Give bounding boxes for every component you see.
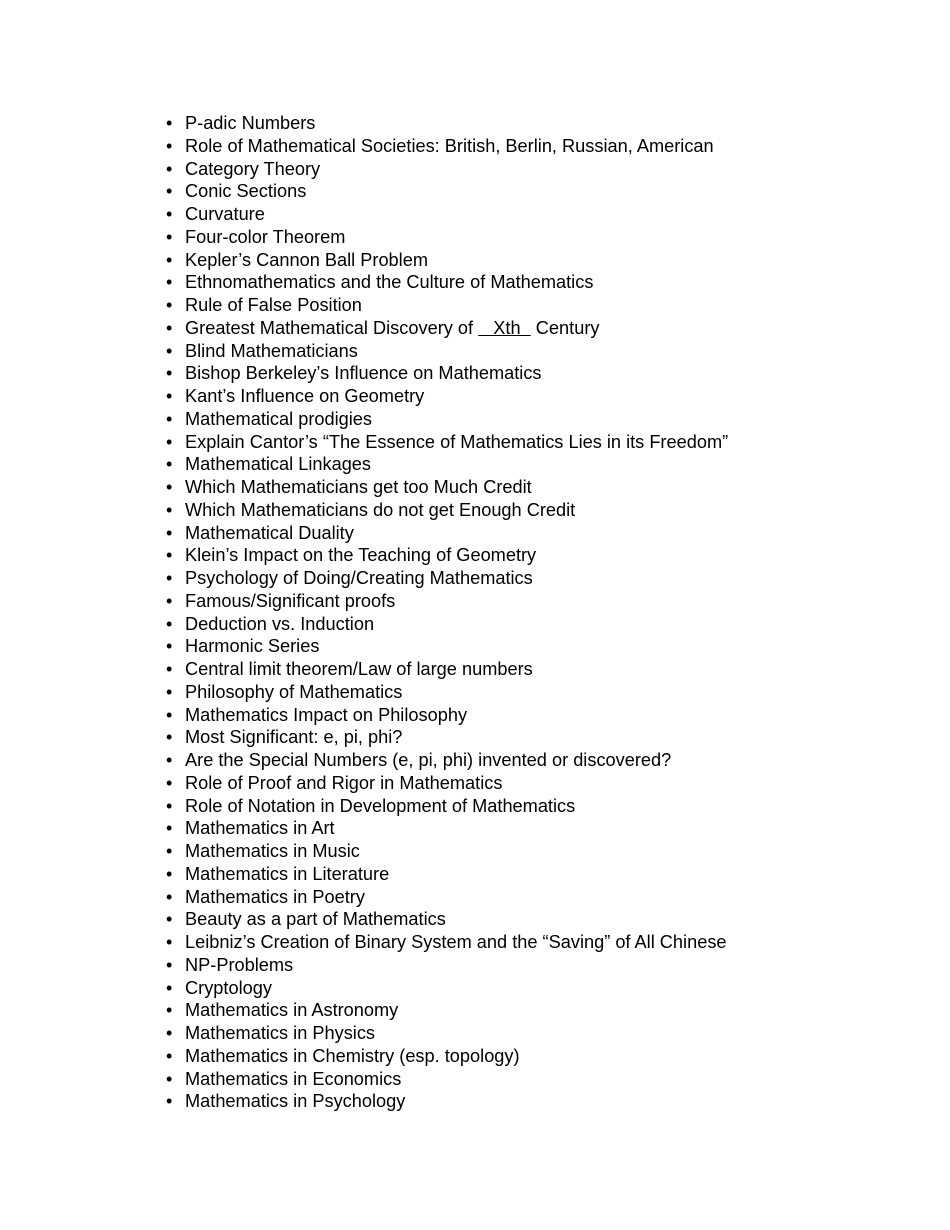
- list-item-text: Cryptology: [185, 977, 272, 998]
- list-item: [165, 499, 728, 522]
- list-item: [165, 158, 728, 181]
- list-item-text: Role of Notation in Development of Mathematics: [185, 795, 576, 816]
- bullet-icon: •: [166, 226, 173, 247]
- bullet-icon: •: [166, 932, 173, 952]
- bullet-icon: •: [166, 818, 173, 839]
- bullet-icon: •: [166, 317, 173, 338]
- list-item-text: Deduction vs. Induction: [185, 613, 375, 634]
- bullet-icon: •: [166, 204, 173, 224]
- bullet-icon: •: [166, 249, 173, 270]
- list-item: [165, 795, 728, 818]
- bullet-icon: •: [166, 1091, 173, 1112]
- list-item: [165, 749, 728, 772]
- bullet-icon: •: [166, 727, 173, 748]
- list-item-text: Mathematical prodigies: [185, 408, 373, 429]
- list-item-text: Curvature: [185, 204, 265, 224]
- list-item-text: Harmonic Series: [185, 636, 320, 657]
- list-item: [165, 772, 728, 795]
- list-item-text: Kant’s Influence on Geometry: [185, 386, 425, 406]
- bullet-icon: •: [166, 681, 173, 702]
- bullet-icon: •: [166, 1045, 173, 1066]
- list-item-text: Are the Special Numbers (e, pi, phi) invented or discovered?: [185, 750, 672, 770]
- bullet-icon: •: [166, 841, 173, 861]
- list-item-text: Four-color Theorem: [185, 226, 346, 247]
- list-item-text: Explain Cantor’s “The Essence of Mathematics Lies in its Freedom”: [185, 431, 729, 452]
- list-item-text: Psychology of Doing/Creating Mathematics: [185, 568, 533, 588]
- bullet-icon: •: [166, 545, 173, 566]
- list-item: [165, 567, 728, 590]
- list-item-text: Blind Mathematicians: [185, 340, 358, 361]
- list-item-text: Role of Proof and Rigor in Mathematics: [185, 772, 503, 793]
- bullet-icon: •: [166, 135, 173, 156]
- bullet-icon: •: [166, 613, 173, 634]
- list-item-text: Which Mathematicians do not get Enough Credit: [185, 499, 576, 520]
- list-item: [165, 226, 728, 249]
- bullet-icon: •: [166, 158, 173, 179]
- list-item-text: Bishop Berkeley’s Influence on Mathematics: [185, 363, 542, 384]
- list-item: [165, 954, 728, 977]
- list-item: [165, 658, 728, 681]
- list-item-text: Kepler’s Cannon Ball Problem: [185, 249, 428, 270]
- bullet-icon: •: [166, 181, 173, 202]
- list-item: [165, 249, 728, 272]
- list-item-text: Category Theory: [185, 158, 321, 179]
- list-item: [165, 135, 728, 158]
- bullet-icon: •: [166, 977, 173, 998]
- bullet-icon: •: [166, 454, 173, 475]
- bullet-icon: •: [166, 795, 173, 816]
- list-item: [165, 1022, 728, 1045]
- list-item-text: NP-Problems: [185, 954, 294, 975]
- topic-list: [165, 112, 728, 1113]
- bullet-icon: •: [166, 659, 173, 679]
- list-item-text: Mathematics in Chemistry (esp. topology): [185, 1045, 520, 1066]
- bullet-icon: •: [166, 636, 173, 657]
- list-item: [165, 431, 728, 454]
- bullet-icon: •: [166, 1000, 173, 1021]
- bullet-icon: •: [166, 272, 173, 293]
- bullet-icon: •: [166, 340, 173, 361]
- list-item: [165, 340, 728, 363]
- list-item: [165, 271, 728, 294]
- bullet-icon: •: [166, 590, 173, 611]
- list-item-text: Mathematics in Economics: [185, 1068, 402, 1089]
- bullet-icon: •: [166, 408, 173, 429]
- list-item-text: Rule of False Position: [185, 295, 362, 315]
- list-item: [165, 385, 728, 408]
- century-suffix: Century: [535, 317, 600, 338]
- list-item-text: Philosophy of Mathematics: [185, 681, 403, 702]
- list-item-text: Mathematics in Literature: [185, 863, 390, 884]
- bullet-icon: •: [166, 431, 173, 452]
- list-item-text: Mathematics Impact on Philosophy: [185, 704, 468, 725]
- list-item-text: Conic Sections: [185, 181, 307, 202]
- list-item-text: Mathematics in Music: [185, 841, 360, 861]
- list-item-text: Mathematics in Psychology: [185, 1091, 406, 1112]
- list-item: [165, 362, 728, 385]
- bullet-icon: •: [166, 886, 173, 907]
- bullet-icon: •: [166, 363, 173, 384]
- bullet-icon: •: [166, 295, 173, 315]
- list-item: [165, 817, 728, 840]
- list-item: [165, 1068, 728, 1091]
- bullet-icon: •: [166, 1068, 173, 1089]
- list-item: [165, 681, 728, 704]
- bullet-icon: •: [166, 750, 173, 770]
- bullet-icon: •: [166, 909, 173, 930]
- list-item: [165, 613, 728, 636]
- list-item-text: P-adic Numbers: [185, 113, 316, 133]
- list-item-text: Mathematics in Art: [185, 818, 335, 839]
- list-item: [165, 977, 728, 1000]
- bullet-icon: •: [166, 772, 173, 793]
- bullet-icon: •: [166, 954, 173, 975]
- list-item-text: Mathematical Duality: [185, 522, 354, 543]
- bullet-icon: •: [166, 863, 173, 884]
- list-item: [165, 590, 728, 613]
- list-item-text: Which Mathematicians get too Much Credit: [185, 477, 532, 497]
- list-item: [165, 840, 728, 863]
- bullet-icon: •: [166, 704, 173, 725]
- bullet-icon: •: [166, 113, 173, 133]
- list-item: [165, 544, 728, 567]
- bullet-icon: •: [166, 522, 173, 543]
- list-item: [165, 294, 728, 317]
- bullet-icon: •: [166, 1023, 173, 1043]
- list-item: [165, 863, 728, 886]
- list-item: [165, 908, 728, 931]
- list-item-text: Famous/Significant proofs: [185, 590, 396, 611]
- list-item-text: Role of Mathematical Societies: British, Berlin, Russian, American: [185, 135, 714, 156]
- list-item: [165, 453, 728, 476]
- bullet-icon: •: [166, 386, 173, 406]
- list-item: [165, 999, 728, 1022]
- list-item: [165, 1090, 728, 1113]
- list-item: [165, 704, 728, 727]
- list-item: [165, 931, 728, 954]
- century-blank: Xth: [478, 317, 531, 338]
- list-item-text: Most Significant: e, pi, phi?: [185, 727, 403, 748]
- list-item-text: Mathematical Linkages: [185, 454, 372, 475]
- list-item: [165, 317, 728, 340]
- list-item-text: Mathematics in Astronomy: [185, 1000, 399, 1021]
- list-item: [165, 112, 728, 135]
- list-item-text: Greatest Mathematical Discovery of: [185, 317, 474, 338]
- bullet-icon: •: [166, 499, 173, 520]
- list-item: [165, 522, 728, 545]
- bullet-icon: •: [166, 568, 173, 588]
- list-item: [165, 203, 728, 226]
- list-item: [165, 726, 728, 749]
- list-item: [165, 886, 728, 909]
- list-item-text: Mathematics in Poetry: [185, 886, 365, 907]
- list-item-text: Mathematics in Physics: [185, 1023, 376, 1043]
- list-item-text: Ethnomathematics and the Culture of Mathematics: [185, 272, 594, 293]
- list-item-text: Central limit theorem/Law of large numbers: [185, 659, 533, 679]
- list-item: [165, 408, 728, 431]
- list-item: [165, 476, 728, 499]
- list-item-text: Klein’s Impact on the Teaching of Geometry: [185, 545, 537, 566]
- list-item: [165, 180, 728, 203]
- list-item: [165, 1045, 728, 1068]
- bullet-icon: •: [166, 477, 173, 497]
- list-item-text: Beauty as a part of Mathematics: [185, 909, 446, 930]
- list-item-text: Leibniz’s Creation of Binary System and the “Saving” of All Chinese: [185, 932, 727, 952]
- list-item: [165, 635, 728, 658]
